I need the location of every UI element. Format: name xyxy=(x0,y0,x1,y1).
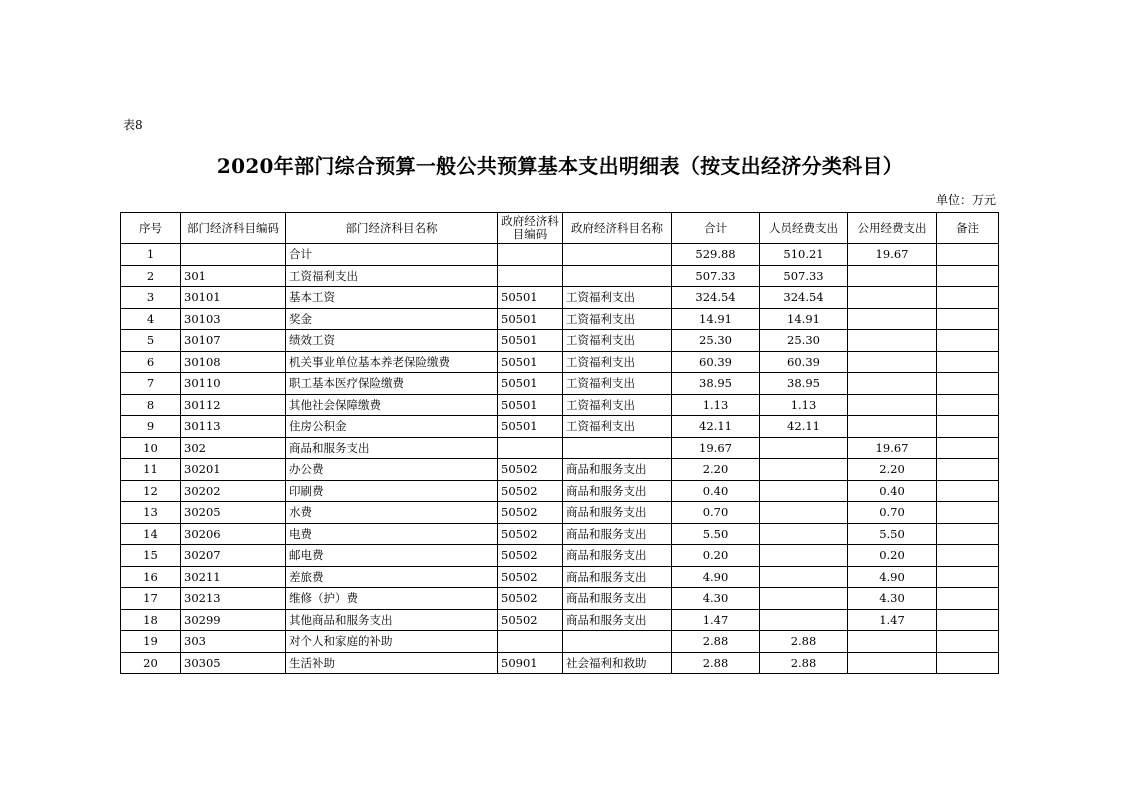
cell-dept-code: 30112 xyxy=(181,394,286,416)
unit-label: 单位：万元 xyxy=(935,193,996,207)
cell-total: 1.47 xyxy=(672,609,760,631)
cell-gov-code xyxy=(498,437,563,459)
table-row xyxy=(121,308,999,330)
cell-personnel xyxy=(760,502,848,524)
cell-personnel: 324.54 xyxy=(760,287,848,309)
cell-total: 42.11 xyxy=(672,416,760,438)
cell-seq: 13 xyxy=(121,502,181,524)
cell-personnel xyxy=(760,480,848,502)
cell-personnel xyxy=(760,437,848,459)
cell-gov-name: 商品和服务支出 xyxy=(563,523,672,545)
document-title: 2020年部门综合预算一般公共预算基本支出明细表（按支出经济分类科目） xyxy=(216,154,904,178)
cell-dept-name: 其他社会保障缴费 xyxy=(286,394,498,416)
cell-gov-code: 50502 xyxy=(498,523,563,545)
cell-remark xyxy=(937,523,999,545)
header-public: 公用经费支出 xyxy=(848,213,937,244)
header-gov-code-line1: 政府经济科 xyxy=(501,214,559,228)
table-row xyxy=(121,480,999,502)
cell-remark xyxy=(937,351,999,373)
cell-public xyxy=(848,394,937,416)
cell-total: 0.20 xyxy=(672,545,760,567)
table-row xyxy=(121,631,999,653)
cell-seq: 11 xyxy=(121,459,181,481)
cell-personnel: 25.30 xyxy=(760,330,848,352)
cell-dept-name: 差旅费 xyxy=(286,566,498,588)
cell-dept-name: 奖金 xyxy=(286,308,498,330)
cell-remark xyxy=(937,394,999,416)
cell-total: 324.54 xyxy=(672,287,760,309)
cell-gov-code: 50501 xyxy=(498,351,563,373)
cell-dept-name: 电费 xyxy=(286,523,498,545)
header-total: 合计 xyxy=(672,213,760,244)
cell-dept-name: 对个人和家庭的补助 xyxy=(286,631,498,653)
cell-seq: 17 xyxy=(121,588,181,610)
cell-dept-name: 办公费 xyxy=(286,459,498,481)
cell-gov-code: 50501 xyxy=(498,330,563,352)
cell-remark xyxy=(937,437,999,459)
cell-dept-code: 30207 xyxy=(181,545,286,567)
cell-total: 38.95 xyxy=(672,373,760,395)
cell-dept-name: 机关事业单位基本养老保险缴费 xyxy=(286,351,498,373)
cell-remark xyxy=(937,652,999,674)
cell-personnel: 60.39 xyxy=(760,351,848,373)
cell-remark xyxy=(937,566,999,588)
cell-seq: 12 xyxy=(121,480,181,502)
cell-personnel: 2.88 xyxy=(760,631,848,653)
cell-public: 5.50 xyxy=(848,523,937,545)
cell-seq: 7 xyxy=(121,373,181,395)
cell-public: 19.67 xyxy=(848,437,937,459)
budget-table xyxy=(120,212,999,674)
cell-gov-code: 50501 xyxy=(498,373,563,395)
cell-seq: 8 xyxy=(121,394,181,416)
cell-gov-code: 50502 xyxy=(498,609,563,631)
cell-personnel xyxy=(760,566,848,588)
cell-total: 507.33 xyxy=(672,265,760,287)
cell-gov-code: 50501 xyxy=(498,416,563,438)
cell-dept-code: 302 xyxy=(181,437,286,459)
cell-public xyxy=(848,652,937,674)
cell-public: 2.20 xyxy=(848,459,937,481)
table-row xyxy=(121,566,999,588)
cell-gov-name: 工资福利支出 xyxy=(563,287,672,309)
cell-gov-name xyxy=(563,437,672,459)
cell-gov-code xyxy=(498,244,563,266)
cell-seq: 16 xyxy=(121,566,181,588)
cell-dept-code: 30108 xyxy=(181,351,286,373)
table-row xyxy=(121,502,999,524)
cell-total: 4.90 xyxy=(672,566,760,588)
cell-gov-name: 商品和服务支出 xyxy=(563,480,672,502)
cell-personnel: 507.33 xyxy=(760,265,848,287)
header-remark: 备注 xyxy=(937,213,999,244)
cell-personnel: 510.21 xyxy=(760,244,848,266)
cell-dept-code: 30206 xyxy=(181,523,286,545)
table-row xyxy=(121,652,999,674)
cell-seq: 6 xyxy=(121,351,181,373)
cell-personnel: 38.95 xyxy=(760,373,848,395)
cell-personnel: 42.11 xyxy=(760,416,848,438)
table-row xyxy=(121,244,999,266)
cell-gov-code: 50502 xyxy=(498,502,563,524)
cell-gov-name: 商品和服务支出 xyxy=(563,609,672,631)
cell-remark xyxy=(937,265,999,287)
cell-dept-name: 印刷费 xyxy=(286,480,498,502)
cell-dept-code: 30202 xyxy=(181,480,286,502)
cell-remark xyxy=(937,609,999,631)
cell-gov-name: 工资福利支出 xyxy=(563,394,672,416)
cell-seq: 2 xyxy=(121,265,181,287)
cell-dept-code: 30305 xyxy=(181,652,286,674)
cell-public xyxy=(848,373,937,395)
table-row xyxy=(121,459,999,481)
cell-dept-code: 30213 xyxy=(181,588,286,610)
cell-gov-code xyxy=(498,631,563,653)
table-row xyxy=(121,373,999,395)
cell-gov-code: 50502 xyxy=(498,480,563,502)
cell-gov-code: 50901 xyxy=(498,652,563,674)
table-row xyxy=(121,265,999,287)
header-dept-name: 部门经济科目名称 xyxy=(286,213,498,244)
cell-gov-code: 50501 xyxy=(498,308,563,330)
cell-seq: 5 xyxy=(121,330,181,352)
cell-total: 2.20 xyxy=(672,459,760,481)
header-gov-code-line2: 目编码 xyxy=(512,227,548,241)
cell-remark xyxy=(937,631,999,653)
cell-gov-name: 工资福利支出 xyxy=(563,330,672,352)
cell-public: 1.47 xyxy=(848,609,937,631)
cell-total: 14.91 xyxy=(672,308,760,330)
cell-public: 0.70 xyxy=(848,502,937,524)
table-row xyxy=(121,523,999,545)
cell-public: 4.30 xyxy=(848,588,937,610)
cell-dept-name: 生活补助 xyxy=(286,652,498,674)
cell-dept-code: 30113 xyxy=(181,416,286,438)
header-gov-name: 政府经济科目名称 xyxy=(563,213,672,244)
cell-public xyxy=(848,330,937,352)
cell-dept-code: 30211 xyxy=(181,566,286,588)
table-row xyxy=(121,416,999,438)
cell-remark xyxy=(937,330,999,352)
cell-remark xyxy=(937,545,999,567)
cell-remark xyxy=(937,416,999,438)
cell-dept-name: 其他商品和服务支出 xyxy=(286,609,498,631)
cell-public: 19.67 xyxy=(848,244,937,266)
cell-seq: 1 xyxy=(121,244,181,266)
cell-dept-code: 30205 xyxy=(181,502,286,524)
cell-gov-name: 工资福利支出 xyxy=(563,351,672,373)
cell-personnel xyxy=(760,523,848,545)
cell-total: 0.70 xyxy=(672,502,760,524)
table-row xyxy=(121,330,999,352)
cell-public xyxy=(848,265,937,287)
cell-total: 0.40 xyxy=(672,480,760,502)
table-number: 表8 xyxy=(123,118,143,132)
cell-gov-name: 工资福利支出 xyxy=(563,373,672,395)
cell-public: 0.20 xyxy=(848,545,937,567)
cell-gov-name: 商品和服务支出 xyxy=(563,566,672,588)
cell-total: 2.88 xyxy=(672,652,760,674)
cell-personnel xyxy=(760,609,848,631)
cell-total: 60.39 xyxy=(672,351,760,373)
cell-total: 2.88 xyxy=(672,631,760,653)
cell-public xyxy=(848,631,937,653)
header-gov-code xyxy=(498,213,563,244)
cell-seq: 9 xyxy=(121,416,181,438)
table-row xyxy=(121,545,999,567)
cell-dept-code: 30101 xyxy=(181,287,286,309)
cell-gov-code xyxy=(498,265,563,287)
cell-remark xyxy=(937,308,999,330)
cell-remark xyxy=(937,244,999,266)
cell-dept-name: 合计 xyxy=(286,244,498,266)
cell-dept-name: 住房公积金 xyxy=(286,416,498,438)
header-dept-code: 部门经济科目编码 xyxy=(181,213,286,244)
cell-total: 1.13 xyxy=(672,394,760,416)
cell-gov-name: 商品和服务支出 xyxy=(563,502,672,524)
table-body xyxy=(121,244,999,674)
cell-total: 4.30 xyxy=(672,588,760,610)
cell-seq: 20 xyxy=(121,652,181,674)
cell-gov-name: 工资福利支出 xyxy=(563,416,672,438)
cell-public xyxy=(848,351,937,373)
cell-seq: 4 xyxy=(121,308,181,330)
cell-personnel: 14.91 xyxy=(760,308,848,330)
cell-dept-code: 303 xyxy=(181,631,286,653)
cell-personnel xyxy=(760,459,848,481)
cell-dept-code: 30110 xyxy=(181,373,286,395)
table-row xyxy=(121,437,999,459)
cell-personnel xyxy=(760,545,848,567)
cell-gov-code: 50502 xyxy=(498,588,563,610)
cell-total: 25.30 xyxy=(672,330,760,352)
cell-seq: 10 xyxy=(121,437,181,459)
cell-remark xyxy=(937,459,999,481)
cell-seq: 14 xyxy=(121,523,181,545)
cell-remark xyxy=(937,502,999,524)
cell-public: 4.90 xyxy=(848,566,937,588)
header-personnel: 人员经费支出 xyxy=(760,213,848,244)
cell-public: 0.40 xyxy=(848,480,937,502)
cell-remark xyxy=(937,373,999,395)
table-header xyxy=(121,213,999,244)
table-row xyxy=(121,394,999,416)
cell-dept-code: 301 xyxy=(181,265,286,287)
cell-gov-code: 50502 xyxy=(498,566,563,588)
cell-seq: 19 xyxy=(121,631,181,653)
cell-seq: 3 xyxy=(121,287,181,309)
cell-gov-name: 工资福利支出 xyxy=(563,308,672,330)
cell-dept-name: 工资福利支出 xyxy=(286,265,498,287)
cell-dept-name: 维修（护）费 xyxy=(286,588,498,610)
cell-dept-code: 30201 xyxy=(181,459,286,481)
cell-seq: 18 xyxy=(121,609,181,631)
cell-gov-name: 社会福利和救助 xyxy=(563,652,672,674)
cell-gov-code: 50502 xyxy=(498,545,563,567)
cell-total: 529.88 xyxy=(672,244,760,266)
cell-gov-name xyxy=(563,265,672,287)
cell-dept-name: 基本工资 xyxy=(286,287,498,309)
cell-gov-code: 50501 xyxy=(498,287,563,309)
cell-dept-name: 水费 xyxy=(286,502,498,524)
cell-gov-name: 商品和服务支出 xyxy=(563,459,672,481)
cell-remark xyxy=(937,287,999,309)
cell-seq: 15 xyxy=(121,545,181,567)
cell-dept-name: 商品和服务支出 xyxy=(286,437,498,459)
cell-public xyxy=(848,416,937,438)
table-row xyxy=(121,351,999,373)
cell-dept-name: 绩效工资 xyxy=(286,330,498,352)
cell-gov-name xyxy=(563,244,672,266)
cell-dept-code xyxy=(181,244,286,266)
cell-personnel: 1.13 xyxy=(760,394,848,416)
cell-dept-name: 职工基本医疗保险缴费 xyxy=(286,373,498,395)
cell-dept-code: 30107 xyxy=(181,330,286,352)
cell-personnel: 2.88 xyxy=(760,652,848,674)
cell-total: 5.50 xyxy=(672,523,760,545)
header-seq: 序号 xyxy=(121,213,181,244)
cell-gov-code: 50501 xyxy=(498,394,563,416)
cell-dept-code: 30299 xyxy=(181,609,286,631)
cell-gov-code: 50502 xyxy=(498,459,563,481)
cell-remark xyxy=(937,588,999,610)
cell-dept-code: 30103 xyxy=(181,308,286,330)
table-row xyxy=(121,287,999,309)
cell-remark xyxy=(937,480,999,502)
cell-total: 19.67 xyxy=(672,437,760,459)
cell-personnel xyxy=(760,588,848,610)
table-row xyxy=(121,609,999,631)
cell-public xyxy=(848,287,937,309)
cell-dept-name: 邮电费 xyxy=(286,545,498,567)
table-row xyxy=(121,588,999,610)
cell-gov-name xyxy=(563,631,672,653)
cell-gov-name: 商品和服务支出 xyxy=(563,588,672,610)
cell-public xyxy=(848,308,937,330)
cell-gov-name: 商品和服务支出 xyxy=(563,545,672,567)
